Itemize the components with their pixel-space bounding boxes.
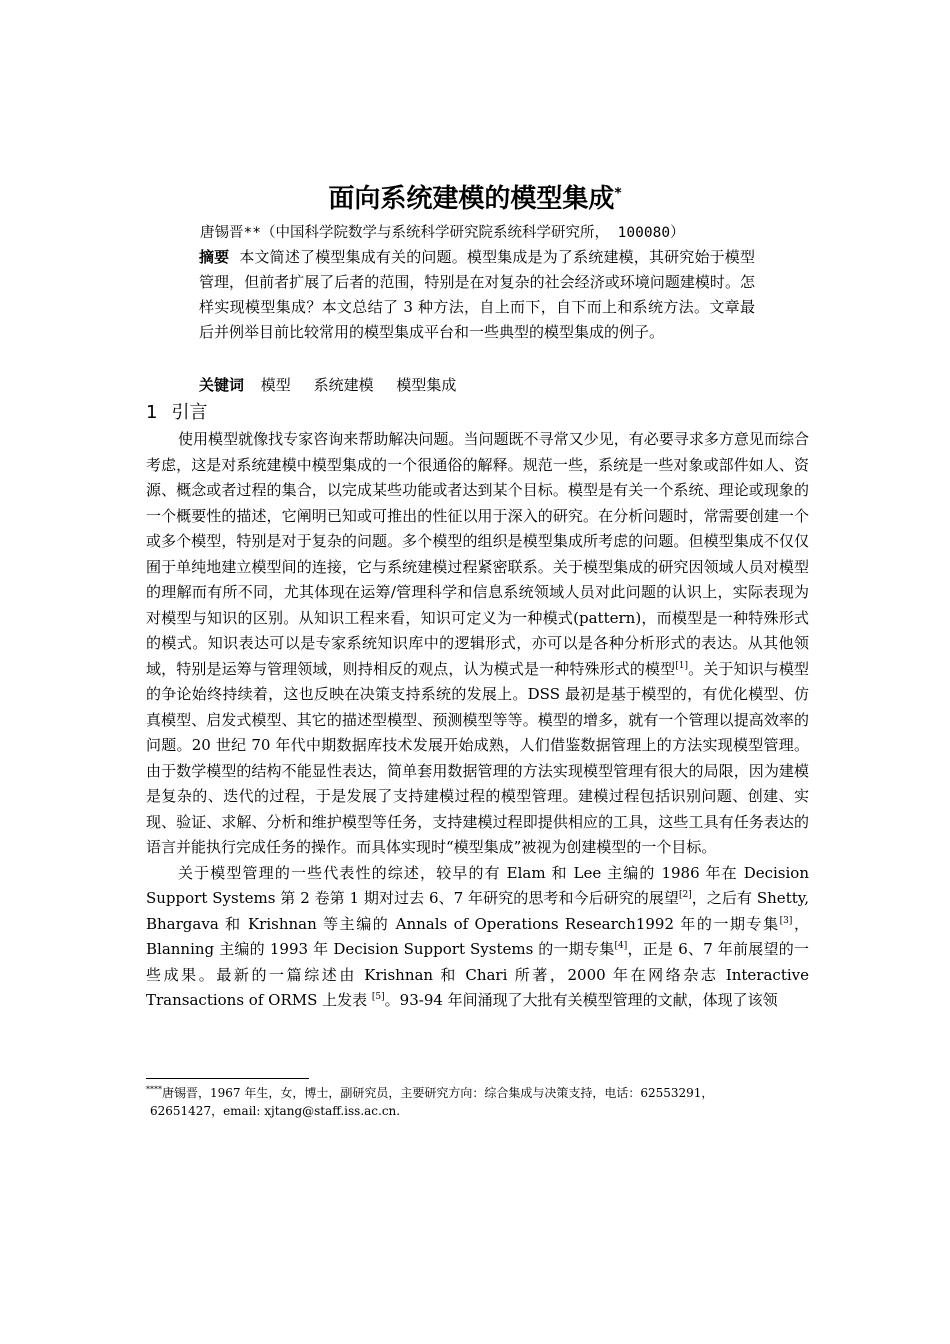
keyword: 模型 [260,376,291,394]
footnote-divider [146,1078,309,1079]
body-text [146,427,809,1014]
paper-title: 面向系统建模的模型集成* [328,184,622,214]
paragraph-text: 。93-94 年间涌现了大批有关模型管理的文献，体现了该领 [384,991,778,1009]
keywords-label: 关键词 [199,376,245,394]
paragraph-2 [146,861,809,1014]
paragraph-text: 关于模型管理的一些代表性的综述，较早的有 Elam 和 Lee 主编的 1986 年在 Decision Support Systems 第 2 卷第 1 期对过去 6、7 年研究的思考和今后研究的展望 [146,863,809,907]
keywords [199,374,474,395]
paragraph-1 [146,427,809,861]
citation: [1] [675,660,689,671]
section-heading [146,398,207,424]
footnote-line: 唐锡晋，1967 年生，女，博士，副研究员，主要研究方向：综合集成与决策支持，电话：62553291， [162,1086,714,1100]
paragraph-text: ，正是 6、7 年前展望的一些成果。最新的一篇综述由 Krishnan 和 Chari 所著，2000 年在网络杂志 Interactive Transactions of ORMS 上发表 [146,940,809,1009]
citation: [4] [614,941,628,951]
keyword: 模型集成 [396,376,457,394]
footnote-mark: **** [146,1085,162,1094]
title-footnote-mark: * [614,185,622,202]
paragraph-text: ，之后有 Shetty, Bhargava 和 Krishnan 等主编的 Annals of Operations Research1992 年的一期专集 [146,889,809,933]
abstract-label: 摘要 [199,248,230,266]
section-title: 引言 [171,402,208,423]
abstract [199,245,755,345]
citation: [2] [678,890,692,900]
section-number: 1 [146,402,158,423]
footnote-line: 62651427，email: xjtang@staff.iss.ac.cn. [150,1104,401,1118]
keyword: 系统建模 [313,376,374,394]
paragraph-text: 。关于知识与模型的争论始终持续着，这也反映在决策支持系统的发展上。DSS 最初是基于模型的，有优化模型、仿真模型、启发式模型、其它的描述型模型、预测模型等等。模型的增多，就有一个管理以提高效率的问题。20 世纪 70 年代中期数据库技术发展开始成熟，人们借鉴数据管理上的方法实现模型管理。由于数学模型的结构不能显性表达，简单套用数据管理的方法实现模型管理有很大的局限，因为建模是复杂的、迭代的过程，于是发展了支持建模过程的模型管理。建模过程包括识别问题、创建、实现、验证、求解、分析和维护模型等任务，支持建模过程即提供相应的工具，这些工具有任务表达的语言并能执行完成任务的操作。而具体实现时“模型集成”被视为创建模型的一个目标。 [146,659,809,856]
paragraph-text: 使用模型就像找专家咨询来帮助解决问题。当问题既不寻常又少见，有必要寻求多方意见而综合考虑，这是对系统建模中模型集成的一个很通俗的解释。规范一些，系统是一些对象或部件如人、资源、概念或者过程的集合，以完成某些功能或者达到某个目标。模型是有关一个系统、理论或现象的一个概要性的描述，它阐明已知或可推出的性征以用于深入的研究。在分析问题时，常需要创建一个或多个模型，特别是对于复杂的问题。多个模型的组织是模型集成所考虑的问题。但模型集成不仅仅囿于单纯地建立模型间的连接，它与系统建模过程紧密联系。关于模型集成的研究因领域人员对模型的理解而有所不同，尤其体现在运筹/管理科学和信息系统领域人员对此问题的认识上，实际表现为对模型与知识的区别。从知识工程来看，知识可定义为一种模式(pattern)，而模型是一种特殊形式的模式。知识表达可以是专家系统知识库中的逻辑形式，亦可以是各种分析形式的表达。从其他领域，特别是运筹与管理领域，则持相反的观点，认为模式是一种特殊形式的模型 [146,430,809,678]
citation: [5] [371,992,385,1002]
author-line: 唐锡晋**（中国科学院数学与系统科学研究院系统科学研究所， 100080） [200,225,685,241]
paragraph-text: ，Blanning 主编的 1993 年 Decision Support Systems 的一期专集 [146,914,809,958]
abstract-text: 本文简述了模型集成有关的问题。模型集成是为了系统建模，其研究始于模型管理，但前者扩展了后者的范围，特别是在对复杂的社会经济或环境问题建模时。怎样实现模型集成？本文总结了 3 种方法，自上而下，自下而上和系统方法。文章最后并例举目前比较常用的模型集成平台和一些典型的模型集成的例子。 [199,248,755,341]
citation: [3] [779,915,793,926]
footnote [146,1084,806,1120]
